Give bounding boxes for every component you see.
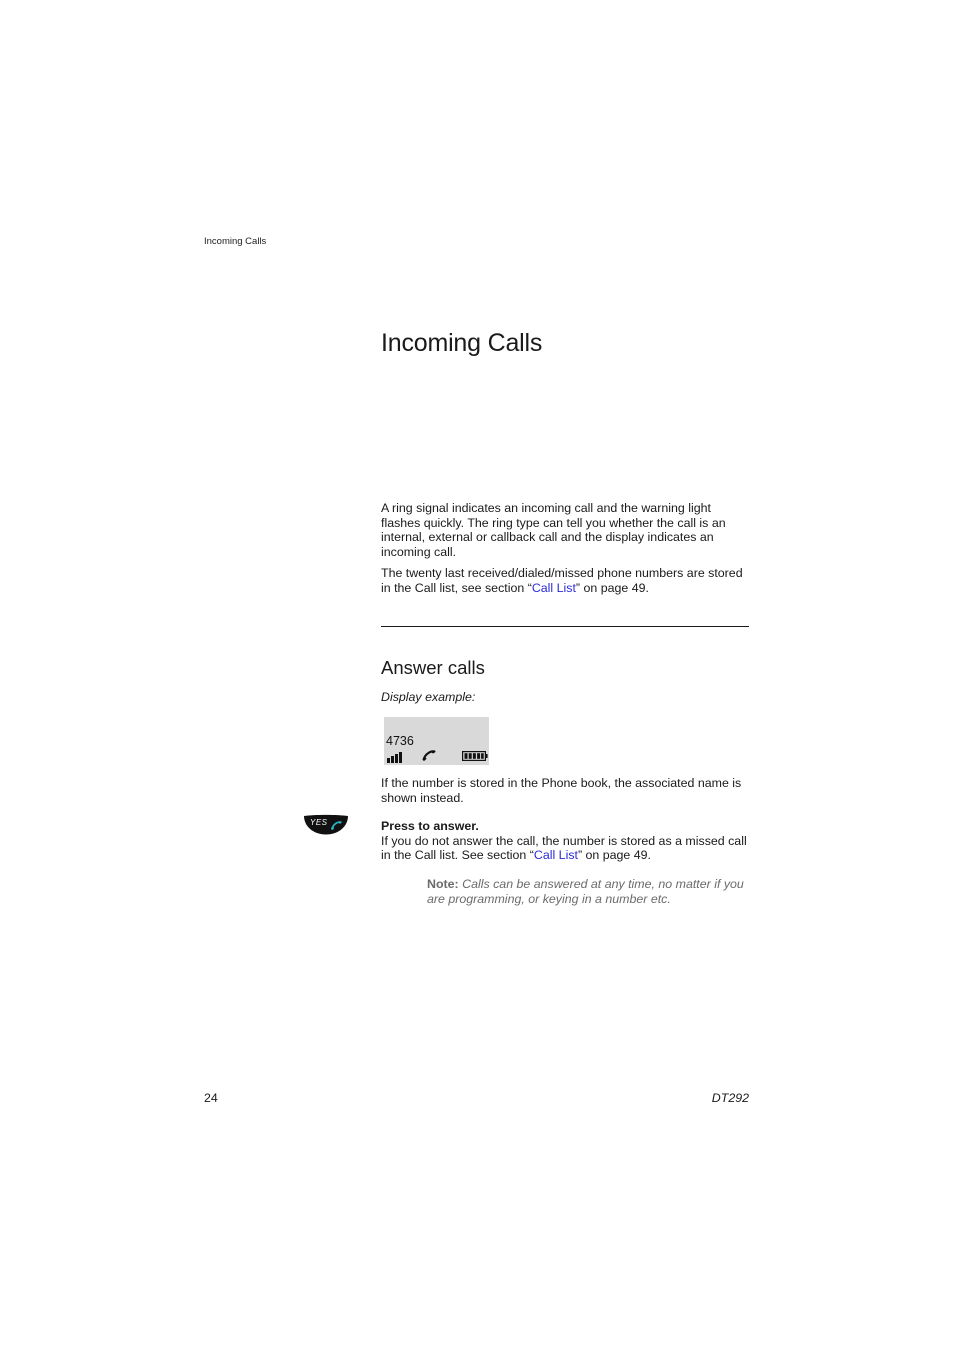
note — [427, 877, 751, 906]
paragraph-text: ” on page 49. — [575, 580, 649, 595]
phonebook-paragraph: If the number is stored in the Phone book, the associated name is shown instead. — [381, 776, 742, 805]
note-label: Note: — [427, 877, 459, 891]
call-list-link[interactable]: Call List — [533, 848, 578, 863]
note-text: Calls can be answered at any time, no matter if you are programming, or keying in a number etc. — [427, 877, 744, 906]
handset-icon — [421, 750, 437, 762]
display-number: 4736 — [386, 734, 414, 748]
answer-instruction — [381, 819, 751, 863]
section-divider — [381, 626, 749, 627]
section-heading: Answer calls — [381, 657, 485, 678]
intro-paragraph: A ring signal indicates an incoming call and the warning light flashes quickly. The ring type can tell you whether the call is an internal, external or callback call and the display indicates an incoming call. — [381, 501, 726, 559]
call-list-link[interactable]: Call List — [531, 580, 576, 595]
yes-key-icon — [303, 814, 349, 835]
battery-icon — [462, 751, 488, 761]
model-name: DT292 — [711, 1091, 749, 1105]
page-title: Incoming Calls — [381, 329, 543, 357]
instruction-text: ” on page 49. — [577, 848, 651, 863]
display-example-label: Display example: — [381, 690, 476, 704]
instruction-heading: Press to answer. — [381, 819, 479, 833]
page-number: 24 — [204, 1091, 218, 1105]
instruction-text: If you do not answer the call, the number is stored as a missed call in the Call list. See section “ — [381, 833, 747, 863]
yes-key-label: YES — [310, 818, 328, 827]
running-header: Incoming Calls — [204, 236, 267, 247]
signal-strength-icon — [387, 751, 405, 763]
paragraph-text: The twenty last received/dialed/missed phone numbers are stored in the Call list, see section “ — [381, 566, 743, 595]
phone-display — [384, 717, 489, 765]
call-list-paragraph — [381, 566, 751, 595]
